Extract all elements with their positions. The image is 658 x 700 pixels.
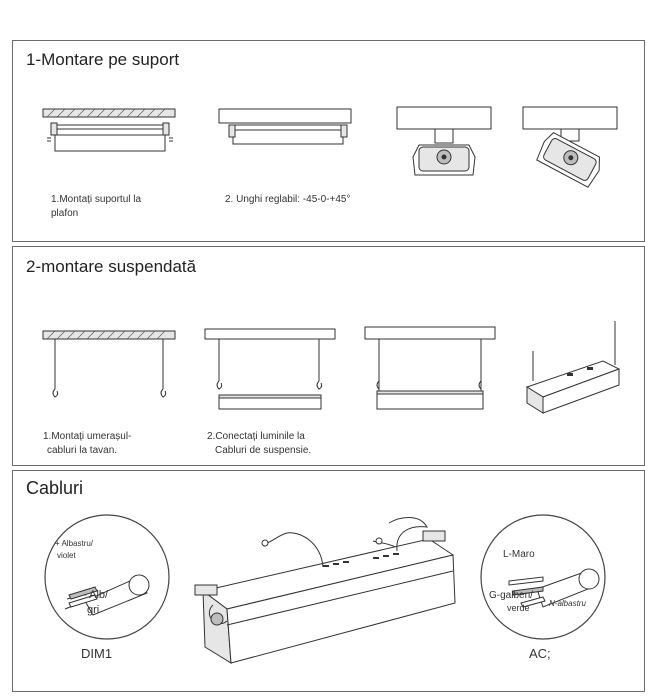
bracket-mount-figure-4	[523, 105, 623, 187]
ceiling-plate-icon	[523, 107, 617, 129]
neutral-wire-label: N-albastru	[549, 599, 586, 608]
step1-caption-line1: 1.Montați suportul la	[51, 194, 142, 205]
suspension-figure-2	[205, 329, 345, 415]
ground-wire-label-1: G-galben/	[489, 590, 533, 601]
luminaire-icon	[55, 135, 165, 151]
step2-caption: 2. Unghi reglabil: -45-0-+45°	[225, 194, 351, 205]
dim-title: DIM1	[81, 646, 113, 661]
bracket-mount-figure-3	[397, 105, 497, 185]
bracket-mount-panel	[12, 40, 645, 242]
hook-icon	[217, 381, 222, 389]
step1-caption-line2: plafon	[51, 208, 79, 219]
bracket-icon	[163, 123, 169, 135]
suspended-mount-panel	[12, 246, 645, 466]
live-wire-label: L-Maro	[503, 549, 535, 560]
bracket-mount-figure-2	[219, 107, 359, 157]
hook-icon	[161, 389, 166, 397]
violet-wire-label-2: violet	[57, 551, 76, 560]
bracket-icon	[229, 125, 235, 137]
suspend-step1-line1: 1.Montați umerașul-	[43, 431, 132, 442]
bracket-icon	[341, 125, 347, 137]
suspend-step2-line2: Cabluri de suspensie.	[215, 445, 312, 456]
hook-icon	[317, 381, 322, 389]
ceiling-plate-icon	[205, 329, 335, 339]
ground-wire-label-2: verde	[507, 603, 530, 613]
ceiling-plate-icon	[43, 109, 175, 117]
section-title: 2-montare suspendată	[26, 257, 197, 276]
wire-icon	[267, 533, 323, 567]
white-wire-label-1: - Alb/	[83, 589, 109, 601]
suspend-step1-line2: cabluri la tavan.	[47, 445, 118, 456]
ac-title: AC;	[529, 646, 551, 661]
ceiling-plate-icon	[43, 331, 175, 339]
luminaire-icon	[233, 130, 343, 144]
violet-wire-label-1: + Albastru/	[55, 539, 94, 548]
suspension-figure-1	[43, 329, 183, 409]
bracket-mount-figure-1	[43, 107, 183, 157]
section-title: Cabluri	[26, 478, 84, 498]
dim-cable-diagram	[43, 513, 173, 643]
bracket-icon	[51, 123, 57, 135]
suspension-figure-4	[521, 321, 631, 417]
ac-cable-diagram	[479, 511, 609, 643]
ceiling-plate-icon	[219, 109, 351, 123]
suspend-step2-line1: 2.Conectați luminile la	[207, 431, 305, 442]
ceiling-plate-icon	[397, 107, 491, 129]
ceiling-plate-icon	[365, 327, 495, 339]
bracket-icon	[195, 585, 217, 595]
bracket-icon	[435, 129, 453, 143]
luminaire-cable-diagram	[183, 503, 473, 683]
bracket-icon	[423, 531, 445, 541]
cables-panel	[12, 470, 645, 692]
suspension-figure-3	[365, 327, 505, 413]
hook-icon	[53, 389, 58, 397]
section-title: 1-Montare pe suport	[26, 50, 180, 69]
white-wire-label-2: gri	[87, 604, 100, 616]
